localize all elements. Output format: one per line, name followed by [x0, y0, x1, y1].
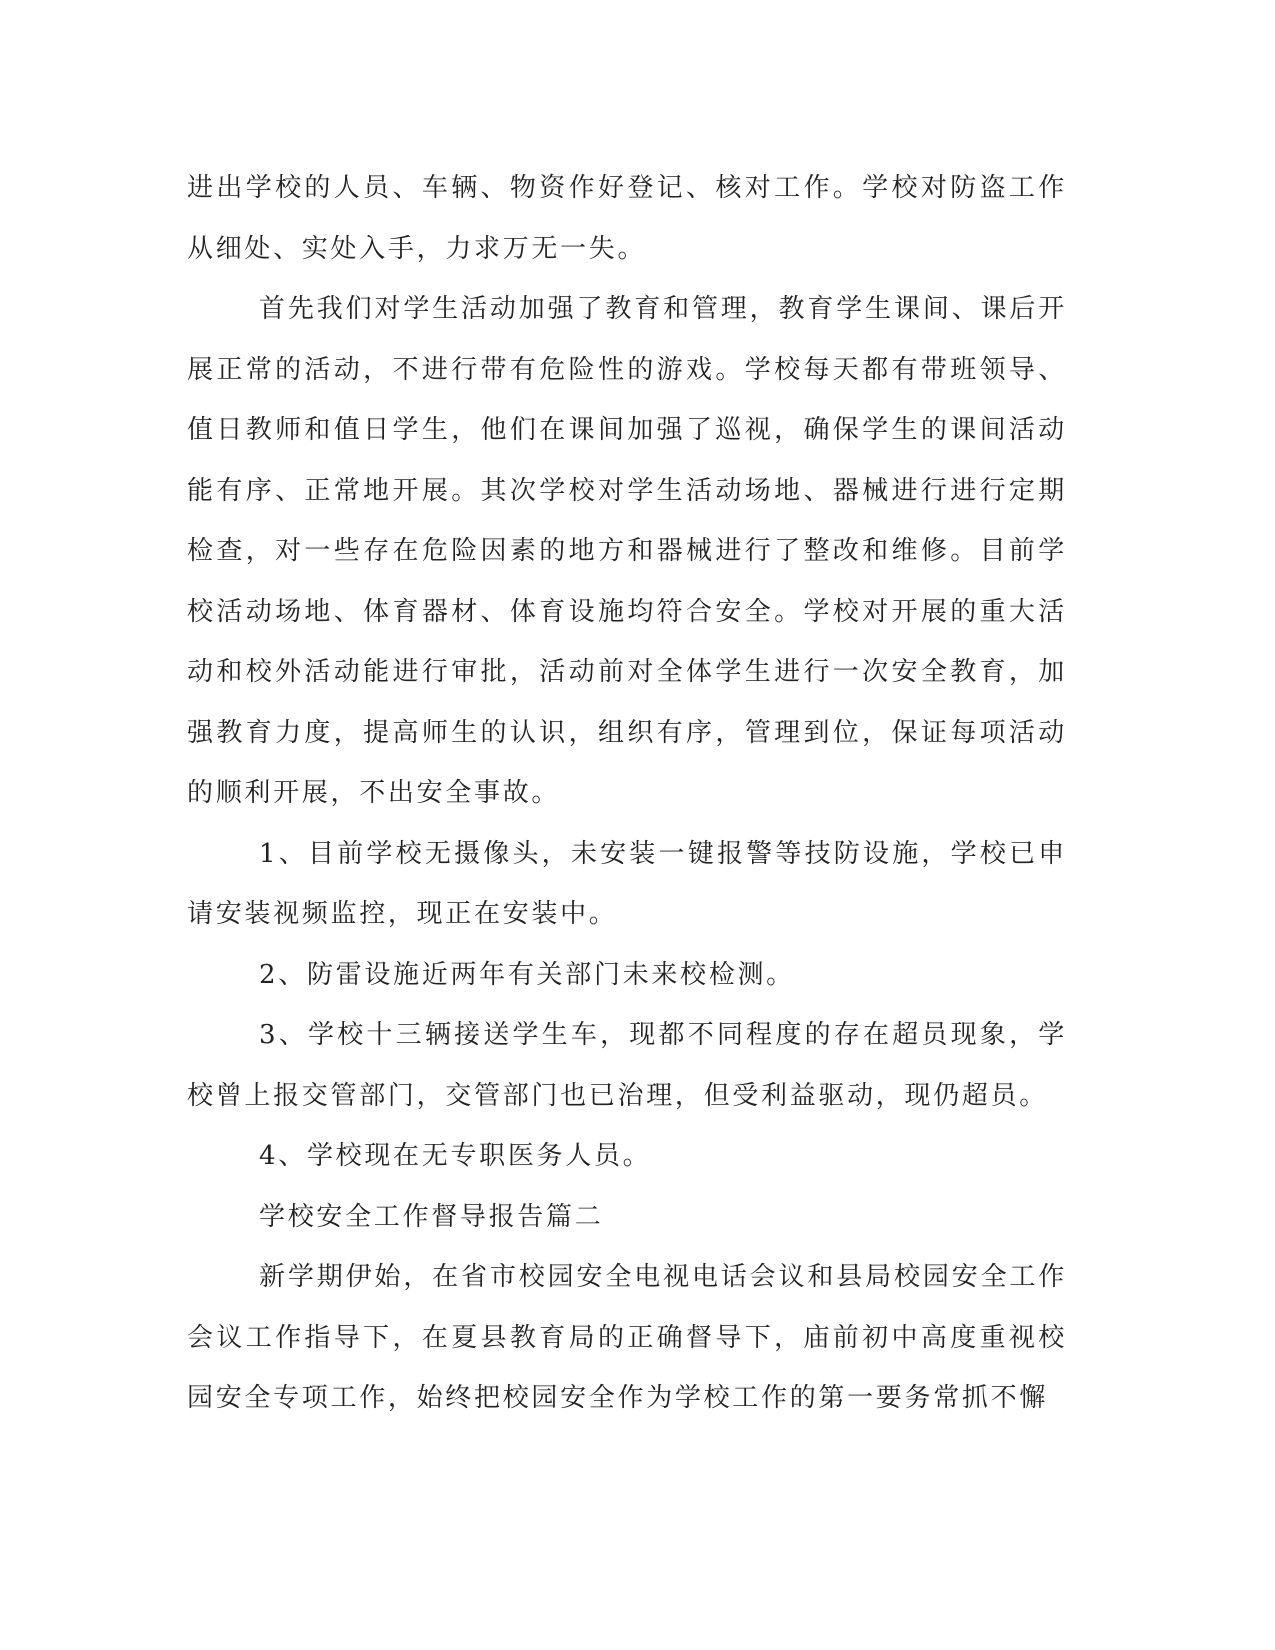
section-heading: 学校安全工作督导报告篇二 — [259, 1201, 604, 1232]
list-item-4: 4、学校现在无专职医务人员。 — [259, 1141, 652, 1171]
document-body — [187, 158, 1067, 1429]
paragraph-continuation: 进出学校的人员、车辆、物资作好登记、核对工作。学校对防盗工作从细处、实处入手，力求万无一失。 — [187, 173, 1067, 264]
list-item-3: 3、学校十三辆接送学生车，现都不同程度的存在超员现象，学校曾上报交管部门，交管部门也已治理，但受利益驱动，现仍超员。 — [187, 1020, 1067, 1111]
list-item-2: 2、防雷设施近两年有关部门未来校检测。 — [259, 959, 795, 990]
paragraph-activity-management: 首先我们对学生活动加强了教育和管理，教育学生课间、课后开展正常的活动，不进行带有危险性的游戏。学校每天都有带班领导、值日教师和值日学生，他们在课间加强了巡视，确保学生的课间活动能有序、正常地开展。其次学校对学生活动场地、器械进行进行定期检查，对一些存在危险因素的地方和器械进行了整改和维修。目前学校活动场地、体育器材、体育设施均符合安全。学校对开展的重大活动和校外活动能进行审批，活动前对全体学生进行一次安全教育，加强教育力度，提高师生的认识，组织有序，管理到位，保证每项活动的顺利开展，不出安全事故。 — [187, 294, 1067, 808]
list-item-1: 1、目前学校无摄像头，未安装一键报警等技防设施，学校已申请安装视频监控，现正在安装中。 — [187, 838, 1067, 929]
paragraph-new-semester: 新学期伊始，在省市校园安全电视电话会议和县局校园安全工作会议工作指导下，在夏县教育局的正确督导下，庙前初中高度重视校园安全专项工作，始终把校园安全作为学校工作的第一要务常抓不懈 — [187, 1262, 1067, 1413]
